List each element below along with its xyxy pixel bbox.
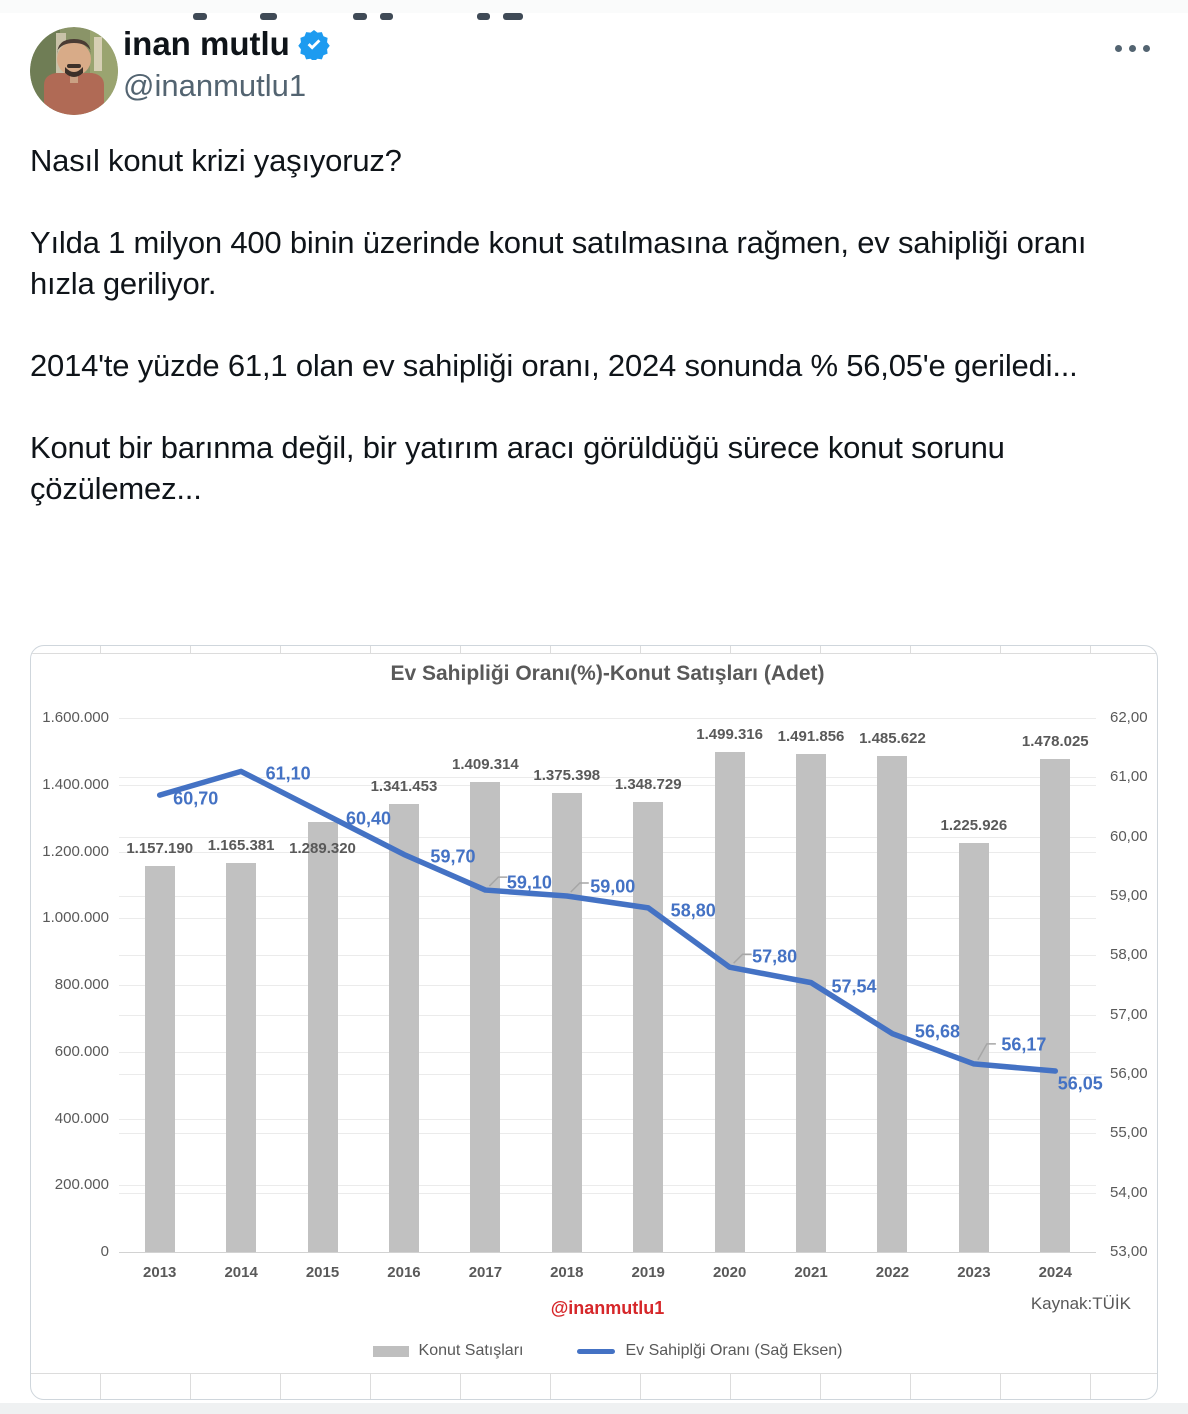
left-axis-tick: 400.000 (54, 1109, 109, 1127)
legend-item-bars (373, 1342, 524, 1360)
cropped-text-fragment (503, 13, 523, 20)
cropped-text-remnant (0, 0, 1188, 13)
legend-item-line (577, 1342, 842, 1360)
bar-value-label: 1.157.190 (126, 839, 194, 857)
legend-label: Konut Satışları (418, 1342, 524, 1359)
x-axis-year-label: 2023 (957, 1264, 991, 1281)
x-axis-year-label: 2021 (794, 1264, 828, 1281)
rate-value-label: 57,80 (752, 946, 798, 967)
x-axis-year-label: 2020 (712, 1264, 747, 1281)
rate-value-label: 60,40 (346, 808, 392, 829)
rate-value-label: 56,68 (914, 1021, 960, 1042)
more-options-button[interactable] (1109, 39, 1156, 58)
chart-watermark: @inanmutlu1 (550, 1298, 665, 1318)
dot-icon (1143, 45, 1150, 52)
legend-label: Ev Sahiplği Oranı (Sağ Eksen) (625, 1342, 843, 1359)
line-series-swatch (577, 1349, 615, 1354)
cropped-text-fragment (260, 13, 277, 20)
left-axis-tick: 1.200.000 (42, 842, 109, 860)
bar-series-swatch (373, 1346, 409, 1357)
rate-value-label: 61,10 (265, 763, 311, 784)
tweet-text (30, 140, 1158, 509)
cropped-text-fragment (193, 13, 207, 20)
tweet-paragraph: Yılda 1 milyon 400 binin üzerinde konut satılmasına rağmen, ev sahipliği oranı hızla geriliyor. (30, 225, 1087, 301)
x-axis-year-label: 2019 (631, 1264, 665, 1281)
bar-value-label: 1.499.316 (696, 725, 763, 743)
cropped-text-fragment (353, 13, 367, 20)
left-axis-tick: 600.000 (54, 1042, 109, 1060)
rate-value-label: 60,70 (173, 788, 219, 809)
rate-value-label: 56,17 (1001, 1034, 1047, 1055)
x-axis-year-label: 2017 (468, 1264, 503, 1281)
left-axis-tick: 1.600.000 (42, 709, 109, 726)
bar-value-label: 1.165.381 (207, 837, 275, 855)
x-axis-year-label: 2014 (224, 1264, 258, 1281)
right-axis-tick: 60,00 (1110, 827, 1148, 845)
bar-value-label: 1.478.025 (1021, 732, 1089, 750)
tweet-header (30, 25, 1158, 117)
bar-value-label: 1.289.320 (289, 839, 356, 857)
left-axis-tick: 1.400.000 (42, 775, 109, 793)
x-axis-year-label: 2015 (305, 1264, 340, 1281)
right-axis-tick: 62,00 (1110, 709, 1148, 726)
right-axis-tick: 61,00 (1110, 768, 1148, 786)
dot-icon (1129, 45, 1136, 52)
avatar-image (30, 27, 118, 115)
chart-title: Ev Sahipliği Oranı(%)-Konut Satışları (Adet) (390, 662, 825, 685)
excel-grid-strip-bottom (31, 1373, 1158, 1400)
right-axis-tick: 58,00 (1110, 946, 1148, 964)
x-axis-year-label: 2024 (1038, 1264, 1072, 1281)
cropped-text-fragment (477, 13, 490, 20)
chart-source: Kaynak:TÜİK (1030, 1294, 1131, 1313)
display-name[interactable]: inan mutlu (123, 25, 290, 62)
tweet-paragraph: 2014'te yüzde 61,1 olan ev sahipliği oranı, 2024 sonunda % 56,05'e geriledi... (30, 348, 1078, 383)
rate-value-label: 58,80 (670, 900, 716, 921)
right-axis-tick: 55,00 (1110, 1124, 1148, 1142)
x-axis-year-label: 2013 (143, 1264, 177, 1281)
rate-line (31, 646, 1158, 1400)
left-axis-tick: 1.000.000 (42, 909, 109, 927)
cropped-text-fragment (380, 13, 393, 20)
right-axis-tick: 53,00 (1110, 1243, 1148, 1260)
rate-value-label: 59,70 (430, 846, 476, 867)
right-axis-tick: 57,00 (1110, 1005, 1148, 1023)
rate-value-label: 56,05 (1057, 1073, 1103, 1094)
avatar[interactable] (30, 27, 118, 115)
bar-value-label: 1.491.856 (777, 728, 845, 746)
tweet-paragraph: Nasıl konut krizi yaşıyoruz? (30, 143, 402, 178)
bar-value-label: 1.348.729 (614, 775, 682, 793)
rate-value-label: 57,54 (831, 976, 877, 997)
chart-image-card[interactable] (30, 645, 1158, 1400)
bar-value-label: 1.409.314 (452, 755, 519, 773)
next-content-edge (0, 1403, 1188, 1414)
left-axis-tick: 800.000 (54, 976, 109, 993)
verified-badge-icon (298, 28, 330, 60)
bar-value-label: 1.375.398 (533, 766, 601, 784)
right-axis-tick: 54,00 (1110, 1183, 1148, 1201)
bar-value-label: 1.485.622 (859, 730, 926, 748)
left-axis-tick: 0 (100, 1243, 109, 1260)
right-axis-tick: 59,00 (1110, 887, 1148, 904)
bar-value-label: 1.225.926 (940, 816, 1008, 834)
x-axis-year-label: 2016 (387, 1264, 421, 1281)
rate-value-label: 59,00 (590, 876, 636, 897)
x-axis-year-label: 2022 (875, 1264, 910, 1281)
bar-value-label: 1.341.453 (370, 778, 438, 796)
x-axis-year-label: 2018 (550, 1264, 584, 1281)
name-block (123, 25, 330, 104)
tweet-paragraph: Konut bir barınma değil, bir yatırım aracı görüldüğü sürece konut sorunu çözülemez... (30, 430, 1005, 506)
right-axis-tick: 56,00 (1110, 1065, 1148, 1082)
dot-icon (1115, 45, 1122, 52)
user-handle[interactable]: @inanmutlu1 (123, 68, 307, 103)
left-axis-tick: 200.000 (54, 1176, 109, 1194)
chart-legend (119, 1342, 1096, 1360)
rate-value-label: 59,10 (506, 872, 552, 893)
chart-plot-area (31, 646, 1158, 1400)
